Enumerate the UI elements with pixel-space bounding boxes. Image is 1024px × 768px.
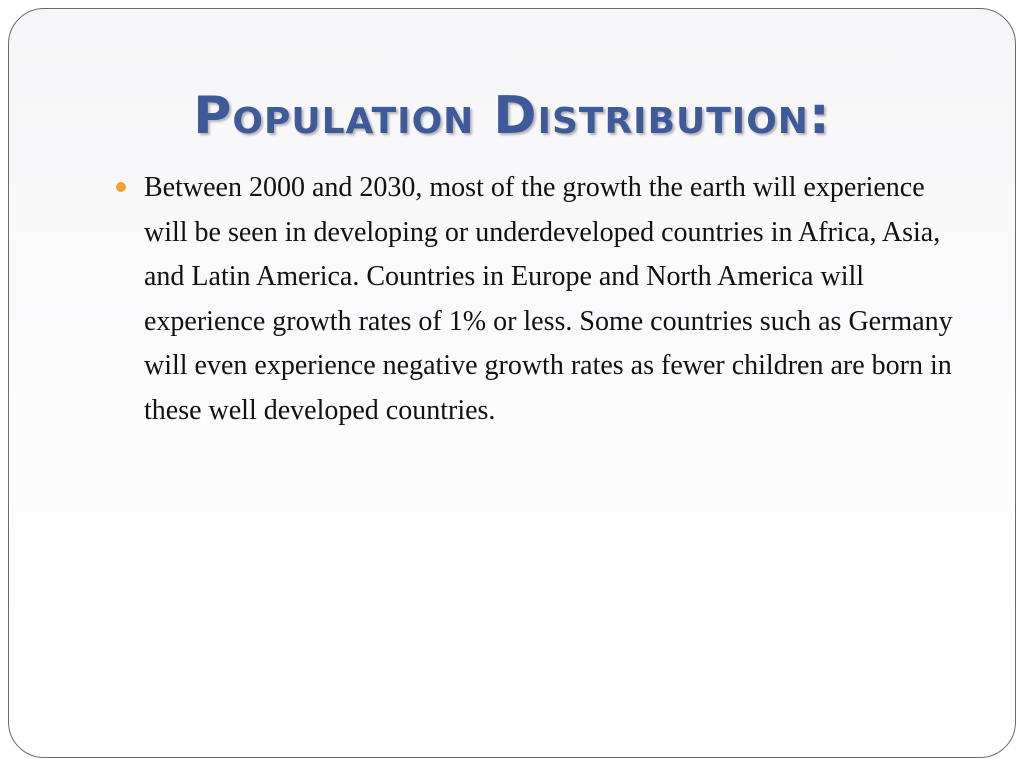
bullet-item	[116, 166, 956, 433]
slide-body	[116, 166, 956, 433]
bullet-text: Between 2000 and 2030, most of the growth the earth will experience will be seen in developing or underdeveloped countries in Africa, Asia, and Latin America. Countries in Europe and North America will experience growth rates of 1% or less. Some countries such as Germany will even experience negative growth rates as fewer children are born in these well developed countries.	[144, 172, 953, 426]
slide-title: Population Distribution:	[193, 86, 831, 146]
bullet-icon	[116, 182, 126, 192]
